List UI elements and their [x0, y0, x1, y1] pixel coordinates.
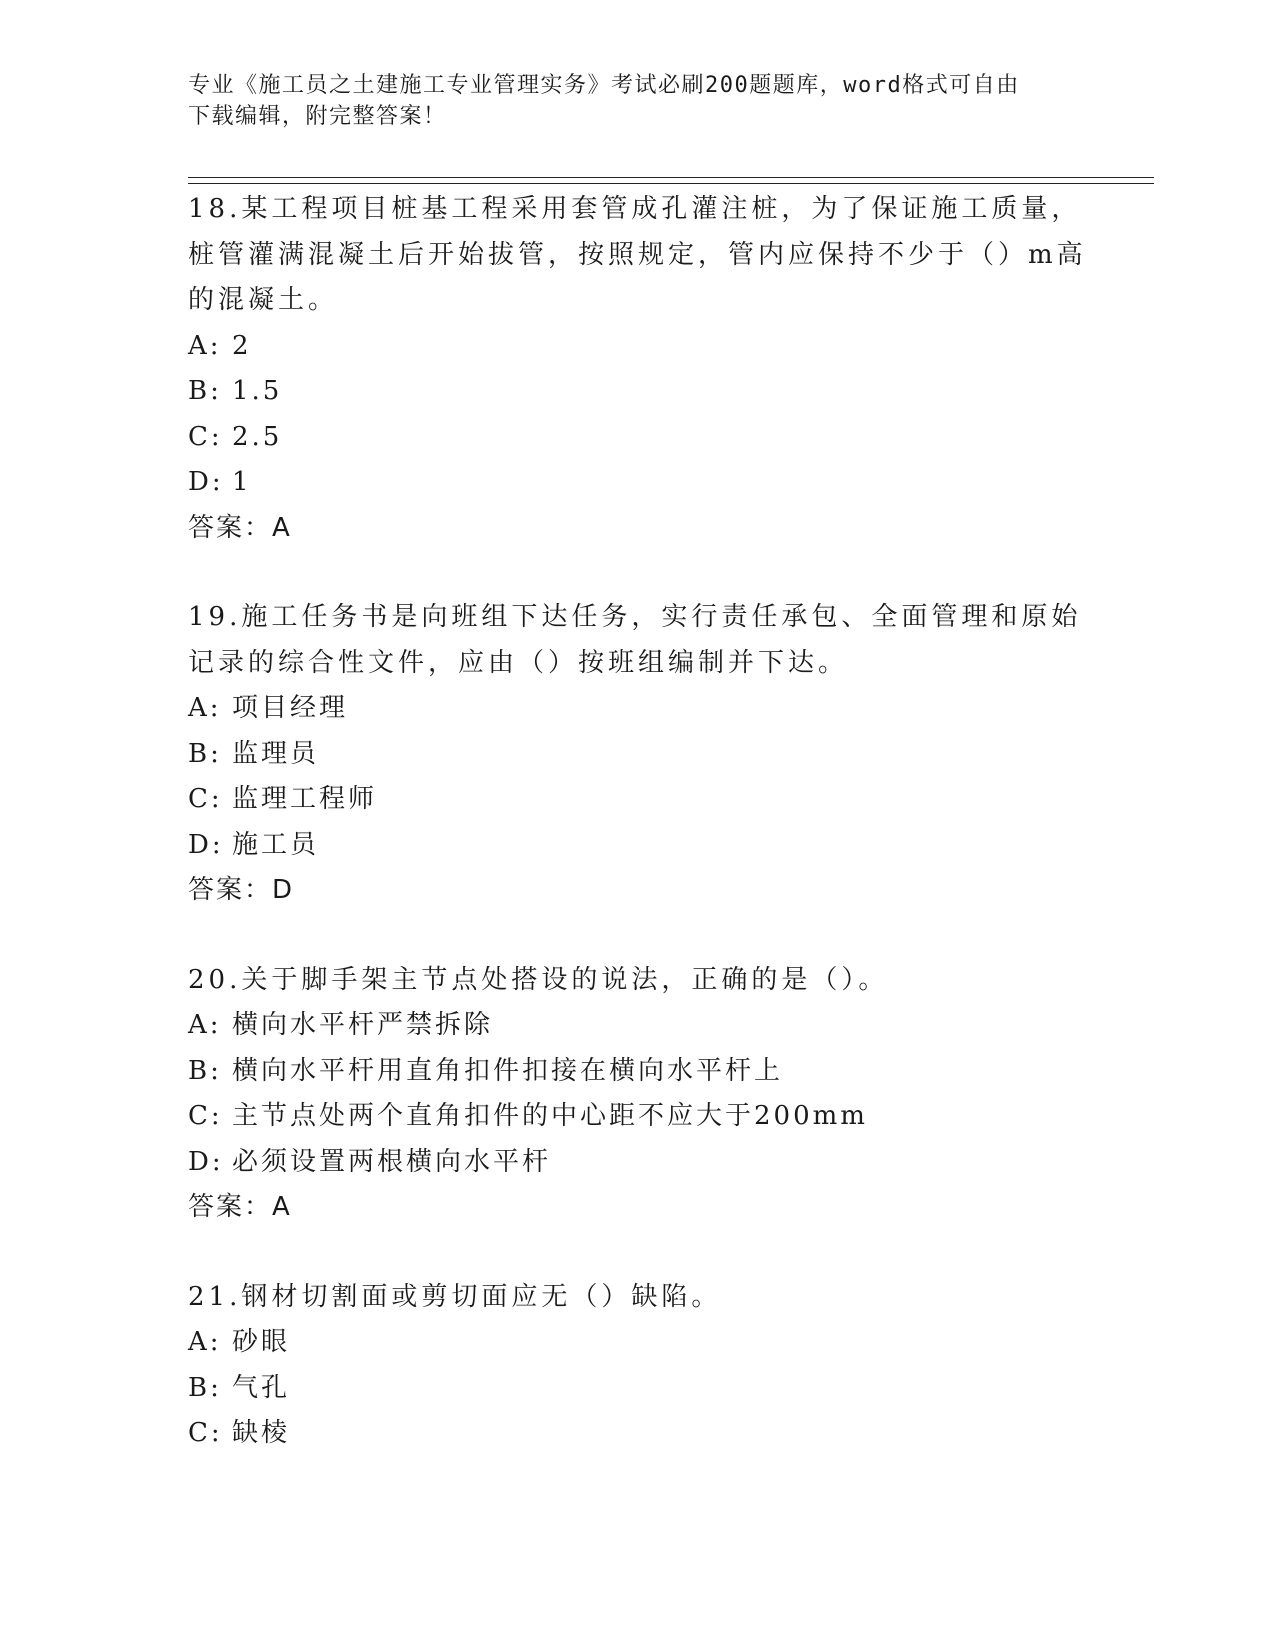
option-text: 项目经理 [232, 693, 349, 723]
option-text: 监理员 [232, 738, 320, 769]
option-text: 2 [232, 330, 252, 361]
question-20 [188, 958, 1088, 1231]
question-18 [188, 187, 1088, 551]
option-letter: A: [188, 330, 222, 361]
option-letter: B: [188, 376, 222, 406]
question-list [188, 187, 1088, 1501]
option-c [188, 1094, 1088, 1140]
option-text: 横向水平杆严禁拆除 [232, 1010, 494, 1040]
answer-line: 答案：A [188, 1192, 292, 1222]
option-text: 施工员 [232, 829, 320, 860]
question-stem: 19.施工任务书是向班组下达任务，实行责任承包、全面管理和原始记录的综合性文件，应由（）按班组编制并下达。 [188, 602, 1082, 678]
option-b [188, 1366, 1088, 1412]
option-text: 1.5 [232, 376, 283, 406]
option-letter: C: [188, 1101, 223, 1131]
header-line-2: 下载编辑，附完整答案！ [188, 104, 447, 129]
option-d [188, 823, 1088, 869]
question-stem: 18.某工程项目桩基工程采用套管成孔灌注桩，为了保证施工质量，桩管灌满混凝土后开始拔管，按照规定，管内应保持不少于（）m高的混凝土。 [188, 194, 1087, 315]
option-letter: C: [188, 421, 223, 452]
option-text: 主节点处两个直角扣件的中心距不应大于200mm [232, 1101, 868, 1131]
option-letter: D: [188, 1146, 224, 1177]
document-header [188, 70, 1068, 132]
option-letter: A: [188, 1010, 222, 1040]
option-b [188, 1049, 1088, 1095]
question-19 [188, 595, 1088, 914]
option-a [188, 1320, 1088, 1366]
option-text: 1 [232, 467, 252, 497]
option-text: 气孔 [232, 1372, 291, 1403]
option-c [188, 415, 1088, 461]
answer-line: 答案：A [188, 512, 292, 543]
option-letter: C: [188, 784, 223, 814]
option-text: 缺棱 [232, 1418, 291, 1448]
option-letter: A: [188, 1327, 222, 1357]
option-text: 监理工程师 [232, 784, 378, 814]
option-text: 砂眼 [232, 1327, 291, 1357]
option-a [188, 1003, 1088, 1049]
option-a [188, 324, 1088, 370]
option-c [188, 1411, 1088, 1457]
option-letter: D: [188, 829, 224, 860]
option-a [188, 686, 1088, 732]
option-b [188, 369, 1088, 415]
header-divider-top [188, 177, 1154, 178]
question-stem: 21.钢材切割面或剪切面应无（）缺陷。 [188, 1281, 722, 1312]
option-d [188, 460, 1088, 506]
option-letter: B: [188, 1055, 222, 1086]
question-stem: 20.关于脚手架主节点处搭设的说法，正确的是（）。 [188, 964, 889, 995]
question-21 [188, 1275, 1088, 1457]
option-c [188, 777, 1088, 823]
option-letter: C: [188, 1418, 223, 1448]
option-letter: A: [188, 693, 222, 723]
option-d [188, 1140, 1088, 1186]
option-text: 必须设置两根横向水平杆 [232, 1146, 552, 1177]
option-letter: B: [188, 1372, 222, 1403]
option-text: 2.5 [232, 421, 283, 452]
option-text: 横向水平杆用直角扣件扣接在横向水平杆上 [232, 1055, 784, 1086]
option-letter: D: [188, 467, 224, 497]
header-line-1: 专业《施工员之土建施工专业管理实务》考试必刷200题题库，word格式可自由 [188, 73, 1020, 98]
answer-line: 答案：D [188, 875, 295, 905]
header-divider-bottom [188, 183, 1154, 184]
option-b [188, 732, 1088, 778]
option-letter: B: [188, 738, 222, 769]
